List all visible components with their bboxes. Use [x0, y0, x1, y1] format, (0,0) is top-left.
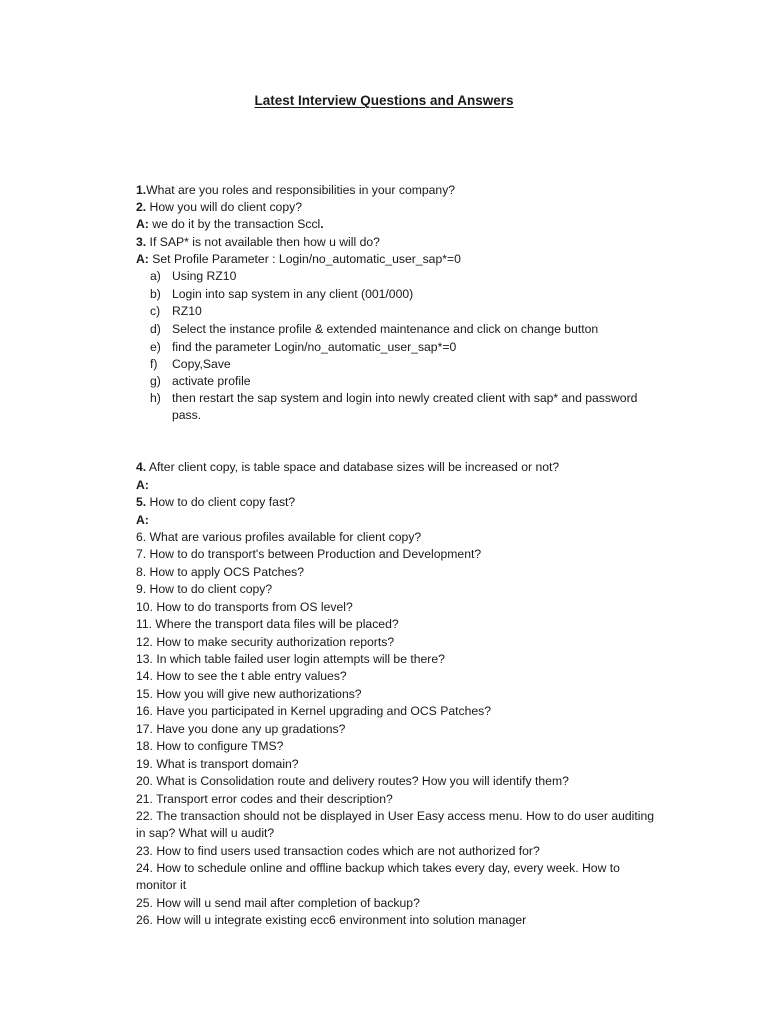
- line-number: A:: [136, 217, 149, 231]
- list-item: 11. Where the transport data files will be placed?: [136, 617, 399, 631]
- list-item: 18. How to configure TMS?: [136, 739, 284, 753]
- step-letter-b: b): [150, 287, 161, 301]
- step-letter-e: e): [150, 340, 161, 354]
- step-text-h: then restart the sap system and login into newly created client with sap* and password: [172, 391, 638, 405]
- list-item: 17. Have you done any up gradations?: [136, 722, 346, 736]
- list-item: 6. What are various profiles available for client copy?: [136, 530, 422, 544]
- list-item: 10. How to do transports from OS level?: [136, 600, 353, 614]
- list-item: 22. The transaction should not be displayed in User Easy access menu. How to do user auditing: [136, 809, 655, 823]
- question-line-4: [136, 459, 559, 476]
- list-item: 20. What is Consolidation route and delivery routes? How you will identify them?: [136, 774, 569, 788]
- line-text: How you will do client copy?: [146, 200, 302, 214]
- list-item: 21. Transport error codes and their description?: [136, 792, 393, 806]
- question-line-2: [136, 199, 302, 216]
- step-letter-f: f): [150, 357, 158, 371]
- step-text-c: RZ10: [172, 304, 202, 318]
- line-number: A:: [136, 478, 149, 492]
- list-item: 7. How to do transport's between Production and Development?: [136, 547, 482, 561]
- list-item: in sap? What will u audit?: [136, 826, 275, 840]
- list-item: 25. How will u send mail after completion of backup?: [136, 896, 420, 910]
- list-item: 26. How will u integrate existing ecc6 environment into solution manager: [136, 913, 527, 927]
- step-text-b: Login into sap system in any client (001/000): [172, 287, 414, 301]
- line-text: Set Profile Parameter : Login/no_automatic_user_sap*=0: [148, 252, 461, 266]
- document-title-text: Latest Interview Questions and Answers: [254, 93, 514, 108]
- answer-line-5: [136, 512, 149, 529]
- step-text-a: Using RZ10: [172, 269, 237, 283]
- step-letter-c: c): [150, 304, 161, 318]
- list-item: 23. How to find users used transaction codes which are not authorized for?: [136, 844, 540, 858]
- line-number: 1.: [136, 183, 147, 197]
- question-line-3: [136, 234, 380, 251]
- line-number: A:: [136, 252, 149, 266]
- line-text: How to do client copy fast?: [146, 495, 296, 509]
- step-text-f: Copy,Save: [172, 357, 231, 371]
- line-text: If SAP* is not available then how u will do?: [146, 235, 380, 249]
- list-item: 19. What is transport domain?: [136, 757, 299, 771]
- step-letter-a: a): [150, 269, 161, 283]
- step-text-g: activate profile: [172, 374, 251, 388]
- list-item: 8. How to apply OCS Patches?: [136, 565, 305, 579]
- line-number: 3.: [136, 235, 147, 249]
- list-item: 15. How you will give new authorizations?: [136, 687, 362, 701]
- question-line-5: [136, 494, 295, 511]
- list-item: 13. In which table failed user login attempts will be there?: [136, 652, 445, 666]
- list-item: 14. How to see the t able entry values?: [136, 669, 347, 683]
- step-letter-d: d): [150, 322, 161, 336]
- list-item: 12. How to make security authorization reports?: [136, 635, 395, 649]
- step-text-h-continued: pass.: [172, 408, 202, 422]
- answer-line-4: [136, 477, 149, 494]
- step-text-e: find the parameter Login/no_automatic_user_sap*=0: [172, 340, 457, 354]
- line-text: After client copy, is table space and database sizes will be increased or not?: [146, 460, 560, 474]
- document-title: [0, 93, 768, 108]
- line-number: A:: [136, 513, 149, 527]
- step-text-d: Select the instance profile & extended maintenance and click on change button: [172, 322, 599, 336]
- answer-line-3: [136, 251, 461, 268]
- line-number: 2.: [136, 200, 147, 214]
- question-line-1: [136, 182, 455, 199]
- answer-line-2: [136, 216, 324, 233]
- list-item: 9. How to do client copy?: [136, 582, 273, 596]
- line-text: we do it by the transaction Sccl: [148, 217, 321, 231]
- line-number: 5.: [136, 495, 147, 509]
- list-item: 16. Have you participated in Kernel upgrading and OCS Patches?: [136, 704, 492, 718]
- line-tail: .: [320, 217, 324, 231]
- line-number: 4.: [136, 460, 147, 474]
- step-letter-h: h): [150, 391, 161, 405]
- line-text: What are you roles and responsibilities in your company?: [146, 183, 456, 197]
- step-letter-g: g): [150, 374, 161, 388]
- list-item: monitor it: [136, 878, 187, 892]
- list-item: 24. How to schedule online and offline backup which takes every day, every week. How to: [136, 861, 620, 875]
